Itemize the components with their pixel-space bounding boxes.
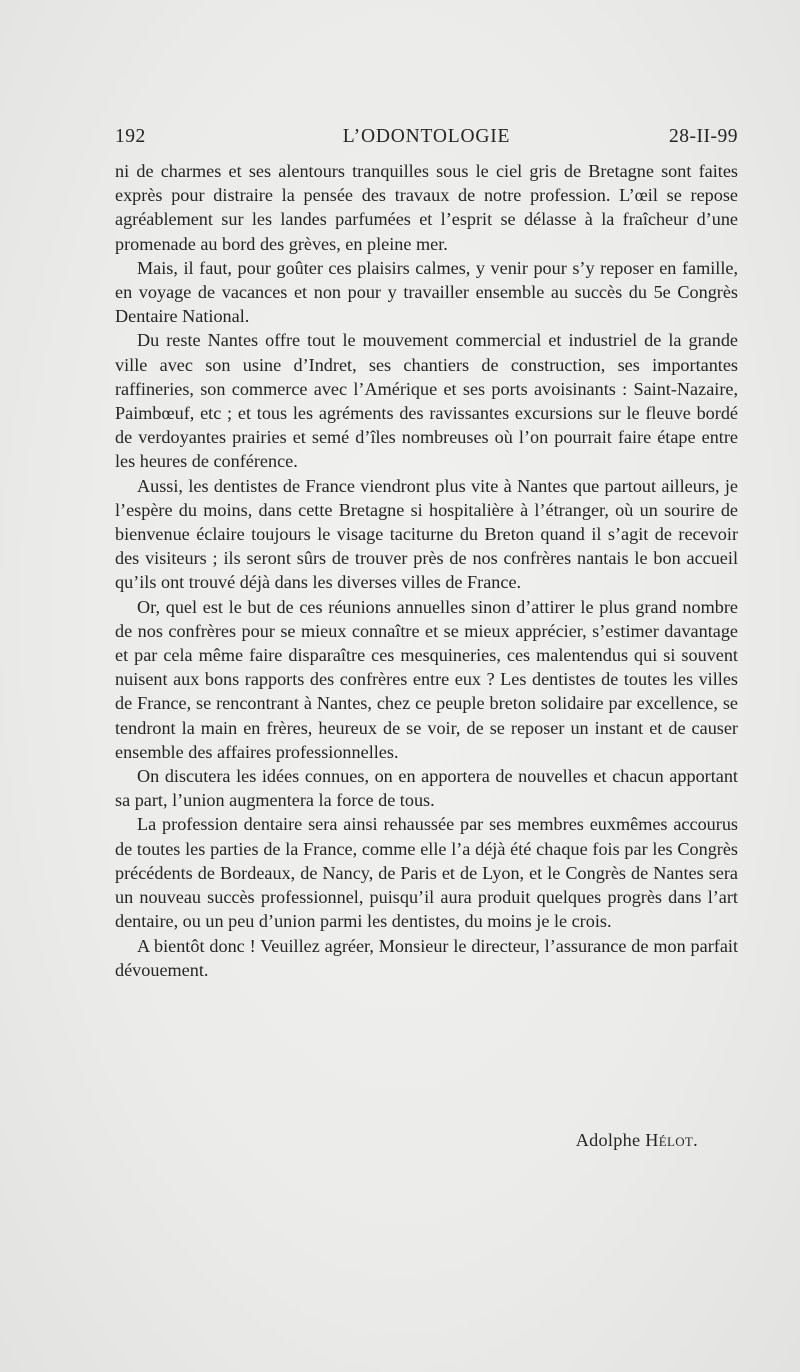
paragraph-8: A bientôt donc ! Veuillez agréer, Monsieur le directeur, l’assurance de mon parfait dévouement. <box>115 935 738 980</box>
signature-last-name: Hélot. <box>645 1130 698 1150</box>
paragraph-6: On discutera les idées connues, on en apportera de nouvelles et chacun apportant sa part, l’union augmentera la force de tous. <box>115 766 738 811</box>
paragraph-4: Aussi, les dentistes de France viendront plus vite à Nantes que partout ailleurs, je l’espère du moins, dans cette Bretagne si hospitalière à l’étranger, où un sourire de bienvenue éclaire toujours le visage taciturne du Breton quand il s’agit de recevoir des visiteurs ; ils seront sûrs de trouver près de nos confrères nantais le bon accueil qu’ils ont trouvé déjà dans les diverses villes de France. <box>115 475 738 593</box>
signature <box>576 1130 698 1151</box>
paragraph-7: La profession dentaire sera ainsi rehaussée par ses membres euxmêmes accourus de toutes les parties de la France, comme elle l’a déjà été chaque fois par les Congrès précédents de Bordeaux, de Nancy, de Paris et de Lyon, et le Congrès de Nantes sera un nouveau succès professionnel, puisqu’il aura produit quelques progrès dans l’art dentaire, ou un peu d’union parmi les dentistes, du moins je le crois. <box>115 814 738 932</box>
page-number: 192 <box>115 126 146 147</box>
journal-title: L’ODONTOLOGIE <box>342 126 511 147</box>
issue-date: 28-II-99 <box>669 126 738 147</box>
paragraph-2: Mais, il faut, pour goûter ces plaisirs calmes, y venir pour s’y reposer en famille, en voyage de vacances et non pour y travailler ensemble au succès du 5e Congrès Dentaire National. <box>115 257 738 327</box>
running-header <box>115 126 738 154</box>
signature-first-name: Adolphe <box>575 1130 641 1150</box>
paragraph-3: Du reste Nantes offre tout le mouvement commercial et industriel de la grande ville avec son usine d’Indret, ses chantiers de construction, ses importantes raffineries, son commerce avec l’Amérique et ses ports avoisinants : Saint-Nazaire, Paimbœuf, etc ; et tous les agréments des ravissantes excursions sur le fleuve bordé de verdoyantes prairies et semé d’îles nombreuses où l’on pourrait faire étape entre les heures de conférence. <box>115 330 738 472</box>
paragraph-1: ni de charmes et ses alentours tranquilles sous le ciel gris de Bretagne sont faites exprès pour distraire la pensée des travaux de notre profession. L’œil se repose agréablement sur les landes parfumées et l’esprit se délasse à la fraîcheur d’une promenade au bord des grèves, en pleine mer. <box>115 161 738 254</box>
article-body <box>115 159 738 982</box>
paragraph-5: Or, quel est le but de ces réunions annuelles sinon d’attirer le plus grand nombre de nos confrères pour se mieux connaître et se mieux apprécier, s’estimer davantage et par cela même faire disparaître ces mesquineries, ces malentendus qui si souvent nuisent aux bons rapports des confrères entre eux ? Les dentistes de toutes les villes de France, se rencontrant à Nantes, chez ce peuple breton solidaire par excellence, se tendront la main en frères, heureux de se voir, de se reposer un instant et de causer ensemble des affaires professionnelles. <box>115 596 738 762</box>
